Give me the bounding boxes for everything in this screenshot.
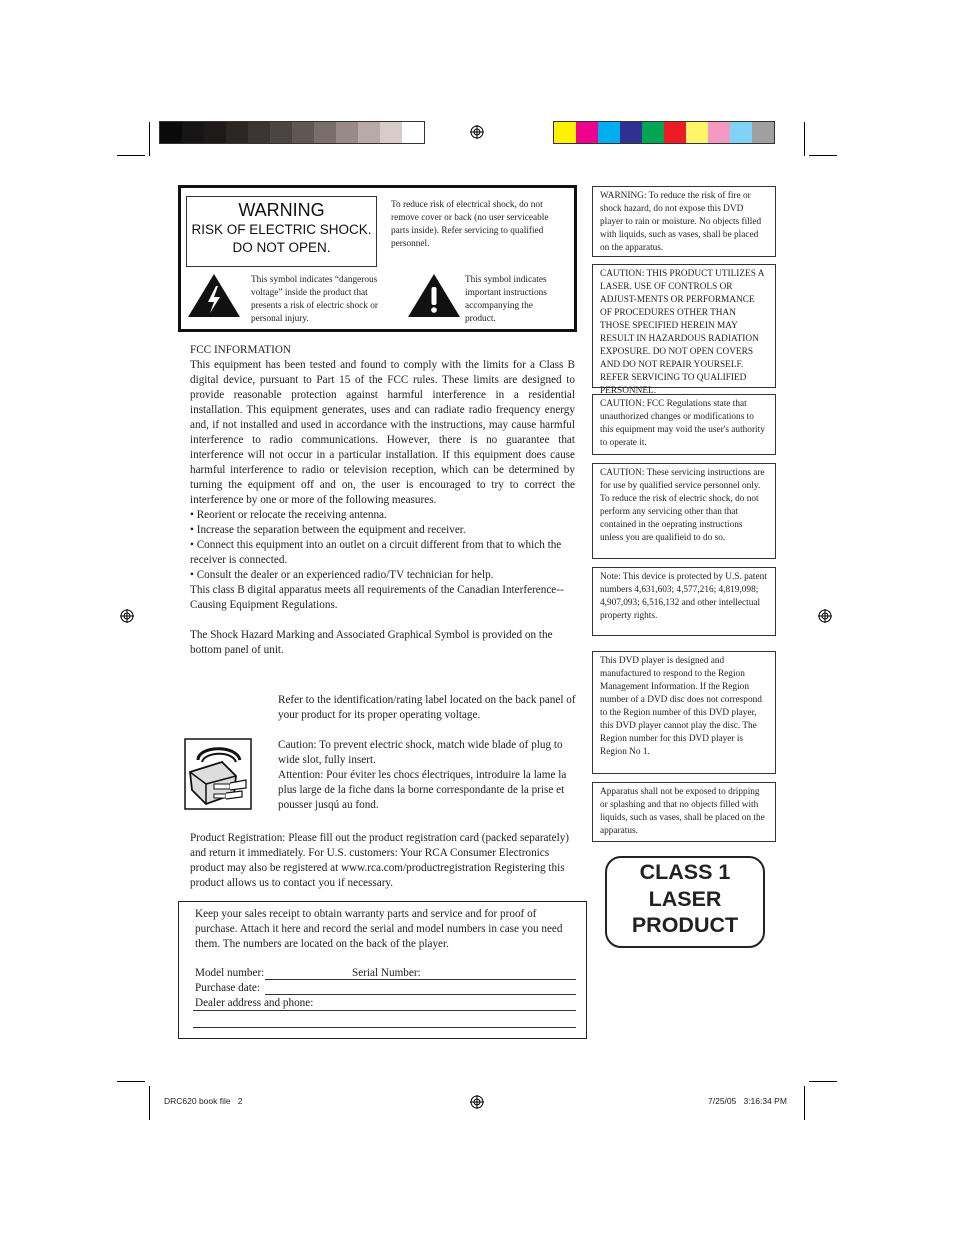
crop-mark-br-v <box>804 1086 805 1120</box>
product-registration <box>190 831 575 891</box>
warning-subtitle-line1: RISK OF ELECTRIC SHOCK. <box>191 222 372 237</box>
fcc-body: This equipment has been tested and found to comply with the limits for a Class B digital device, pursuant to Part 15 of the FCC rules. These limits are designed to provide reasonable protection against harmful interference in a residential installation. This equipment generates, uses and can radiate radio frequency energy and, if not installed and used in accordance with the instructions, may cause harmful interference to radio communications. However, there is no guarantee that interference will not occur in a particular installation. If this equipment does cause harmful interference to radio or television reception, which can be determined by turning the equipment off and on, the user is encouraged to try to correct the interference by one or more of the following measures. <box>190 359 575 506</box>
dealer-line-2[interactable] <box>193 1027 576 1028</box>
side-liquids-box: Apparatus shall not be exposed to dripping or splashing and that no objects filled with liquids, such as vases, shall be placed on the apparatus. <box>592 782 776 842</box>
side-warning-box: WARNING: To reduce the risk of fire or shock hazard, do not expose this DVD player to rain or moisture. No objects filled with liquids, such as vases, shall be placed on the apparatus. <box>592 186 776 257</box>
color-swatch <box>730 122 752 143</box>
laser-label-line3: PRODUCT <box>631 913 739 937</box>
attention-plug-text <box>278 768 576 813</box>
gray-swatch <box>248 122 270 143</box>
fcc-bullet: • Connect this equipment into an outlet on a circuit different from that to which the receiver is connected. <box>190 539 562 566</box>
color-swatch <box>752 122 774 143</box>
footer-timestamp: 7/25/05 3:16:34 PM <box>708 1096 787 1106</box>
caution-plug-text <box>278 738 576 768</box>
fcc-bullet: • Consult the dealer or an experienced radio/TV technician for help. <box>190 569 494 581</box>
warning-title: WARNING <box>238 200 325 220</box>
warning-right-text: To reduce risk of electrical shock, do not remove cover or back (no user serviceable parts inside). Refer servicing to qualified personnel. <box>391 200 549 249</box>
side-patent-note-box: Note: This device is protected by U.S. patent numbers 4,631,603; 4,577,216; 4,819,098; 4,907,093; 6,516,132 and other intellectual property rights. <box>592 567 776 636</box>
polarized-plug-icon <box>184 738 252 810</box>
dealer-label: Dealer address and phone: <box>195 997 314 1009</box>
exclamation-symbol-text: This symbol indicates important instructions accompanying the product. <box>465 275 547 324</box>
crop-mark-bl-h <box>117 1081 145 1082</box>
color-swatch <box>576 122 598 143</box>
warning-title-box <box>186 196 377 267</box>
grayscale-color-bar <box>159 121 425 144</box>
crop-mark-tr-h <box>809 155 837 156</box>
color-swatch <box>598 122 620 143</box>
cmyk-color-bar <box>553 121 775 144</box>
side-region-box: This DVD player is designed and manufactured to respond to the Region Management Information. If the Region number of a DVD disc does not correspond to the Region number of this DVD player, this DVD player cannot play the disc. The Region number for this DVD player is Region No 1. <box>592 651 776 774</box>
gray-swatch <box>402 122 424 143</box>
class1-laser-label <box>605 856 765 948</box>
model-number-label: Model number: <box>195 967 265 979</box>
color-swatch <box>620 122 642 143</box>
side-fcc-caution-box: CAUTION: FCC Regulations state that unauthorized changes or modifications to this equipment may void the user's authority to operate it. <box>592 394 776 455</box>
caution-label: Caution: <box>278 739 317 751</box>
gray-swatch <box>204 122 226 143</box>
attention-label: Attention: <box>278 769 324 781</box>
laser-label-line2: LASER <box>648 886 722 911</box>
fcc-bullet: • Reorient or relocate the receiving antenna. <box>190 509 387 521</box>
crop-mark-br-h <box>809 1081 837 1082</box>
exclamation-triangle-icon <box>407 273 461 318</box>
registration-crosshair-icon <box>470 125 484 139</box>
registration-text: Please fill out the product registration card (packed separately) and return it immediately. For U.S. customers: Your RCA Consumer Electronics product may also be registered at www.rca.com/productregistration Registering this product allows us to contact you if necessary. <box>190 832 570 889</box>
plug-section-text <box>278 693 576 813</box>
serial-number-label: Serial Number: <box>352 967 421 979</box>
color-swatch <box>686 122 708 143</box>
gray-swatch <box>292 122 314 143</box>
rating-label-note: Refer to the identification/rating label located on the back panel of your product for its proper operating voltage. <box>278 694 576 721</box>
shock-marking-note: The Shock Hazard Marking and Associated Graphical Symbol is provided on the bottom panel of unit. <box>190 629 553 656</box>
dealer-line[interactable] <box>193 1010 576 1011</box>
crop-mark-bl-v <box>149 1086 150 1120</box>
fcc-heading: FCC INFORMATION <box>190 344 292 356</box>
color-swatch <box>708 122 730 143</box>
gray-swatch <box>270 122 292 143</box>
canada-compliance: This class B digital apparatus meets all requirements of the Canadian Interference--Causing Equipment Regulations. <box>190 584 564 611</box>
lightning-triangle-icon <box>187 273 241 318</box>
registration-crosshair-icon <box>818 609 832 623</box>
warning-box <box>178 185 577 332</box>
side-servicing-caution-box: CAUTION: These servicing instructions are for use by qualified service personnel only. To reduce the risk of electric shock, do not perform any servicing other than that contained in the oeprating instructions unless you are qualifieid to do so. <box>592 463 776 559</box>
crop-mark-tl-v <box>149 122 150 156</box>
color-swatch <box>664 122 686 143</box>
gray-swatch <box>182 122 204 143</box>
model-serial-line[interactable] <box>265 979 576 980</box>
purchase-date-line[interactable] <box>265 994 576 995</box>
receipt-box <box>178 901 587 1039</box>
registration-label: Product Registration: <box>190 832 286 844</box>
registration-crosshair-icon <box>470 1095 484 1109</box>
fcc-section <box>190 343 575 658</box>
gray-swatch <box>380 122 402 143</box>
color-swatch <box>642 122 664 143</box>
gray-swatch <box>226 122 248 143</box>
color-swatch <box>554 122 576 143</box>
registration-crosshair-icon <box>120 609 134 623</box>
side-laser-caution-box: CAUTION: THIS PRODUCT UTILIZES A LASER. USE OF CONTROLS OR ADJUST-MENTS OR PERFORMANCE OF PROCEDURES OTHER THAN THOSE SPECIFIED HEREIN MAY RESULT IN HAZARDOUS RADIATION EXPOSURE. DO NOT OPEN COVERS AND DO NOT REPAIR YOURSELF. REFER SERVICING TO QUALIFIED PERSONNEL. <box>592 264 776 388</box>
crop-mark-tl-h <box>117 155 145 156</box>
lightning-symbol-text: This symbol indicates “dangerous voltage” inside the product that presents a risk of electric shock or personal injury. <box>251 275 379 324</box>
receipt-intro: Keep your sales receipt to obtain warranty parts and service and for proof of purchase. Attach it here and record the serial and model numbers in case you need them. The numbers are located on the back of the player. <box>195 908 563 950</box>
fcc-bullet: • Increase the separation between the equipment and receiver. <box>190 524 466 536</box>
gray-swatch <box>336 122 358 143</box>
crop-mark-tr-v <box>804 122 805 156</box>
footer-file-name: DRC620 book file 2 <box>164 1096 243 1106</box>
warning-subtitle-line2: DO NOT OPEN. <box>232 240 331 255</box>
gray-swatch <box>358 122 380 143</box>
attention-text: Pour éviter les chocs électriques, introduire la lame la plus large de la fiche dans la borne correspondante de la prise et pousser jusqú au fond. <box>278 769 567 811</box>
laser-label-line1: CLASS 1 <box>639 860 731 884</box>
gray-swatch <box>314 122 336 143</box>
caution-text: To prevent electric shock, match wide blade of plug to wide slot, fully insert. <box>278 739 563 766</box>
gray-swatch <box>160 122 182 143</box>
purchase-date-label: Purchase date: <box>195 982 260 994</box>
